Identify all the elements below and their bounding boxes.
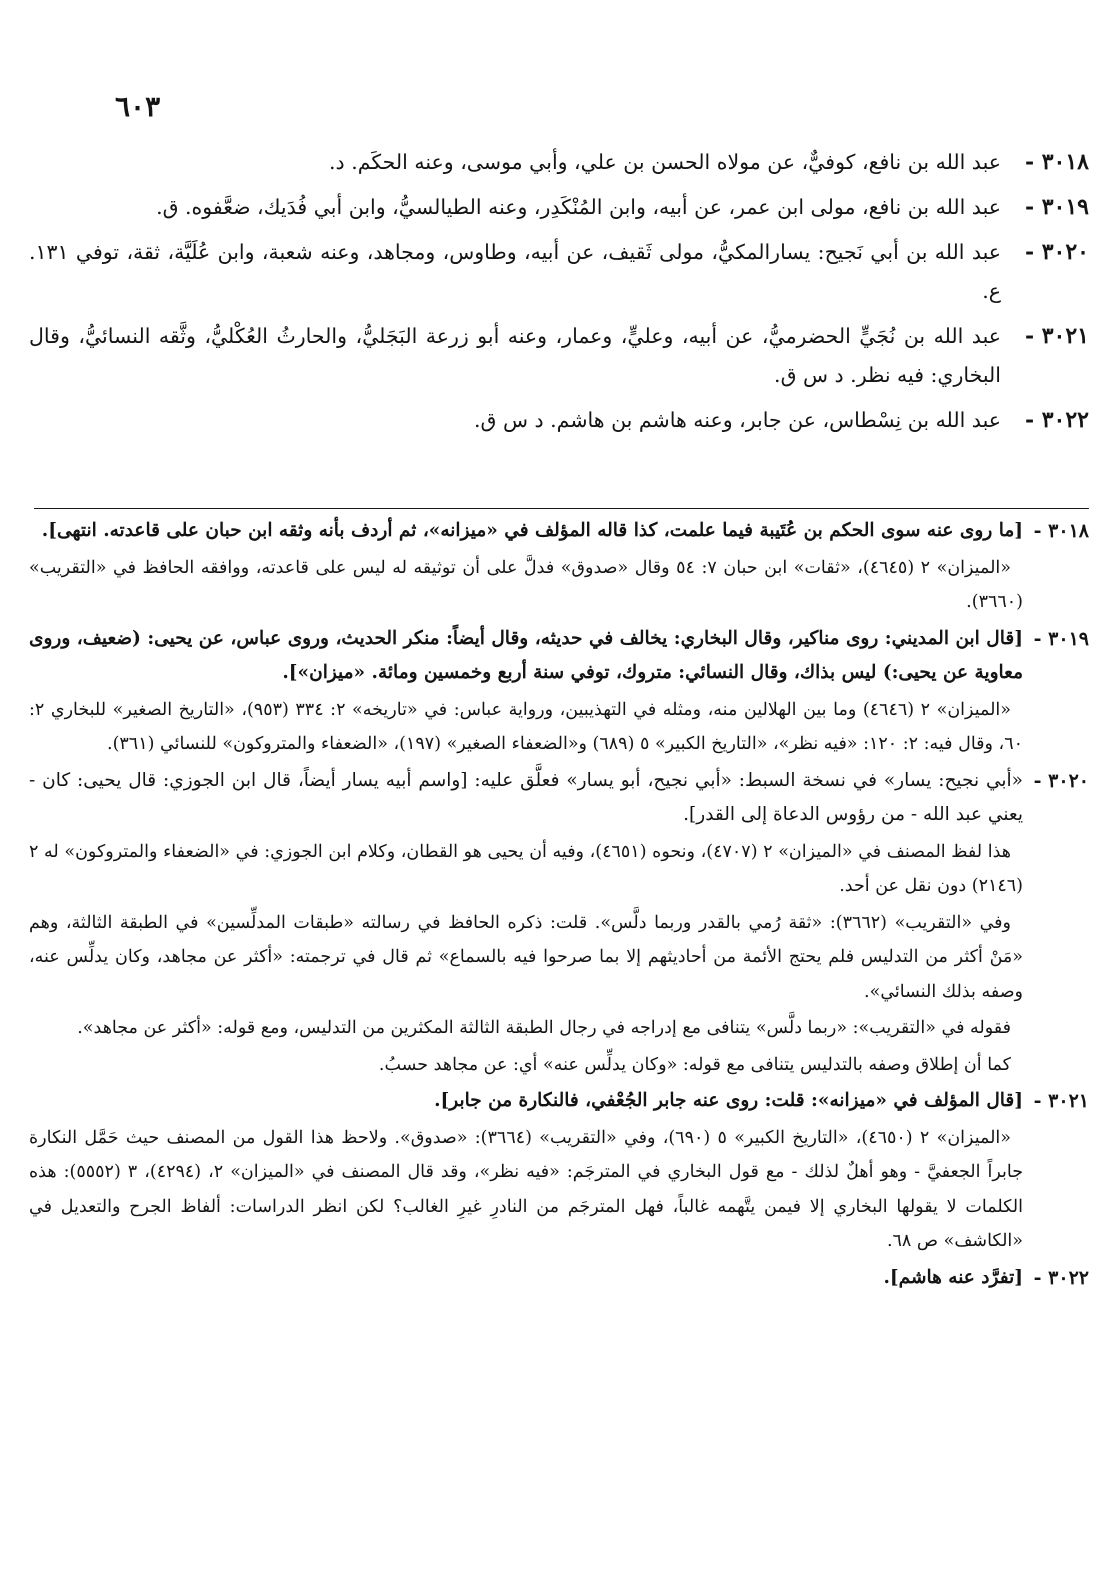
- note-paragraph: «الميزان» ٢ (٤٦٤٥)، «ثقات» ابن حبان ٧: ٥٤ وقال «صدوق» فدلَّ على أن توثيقه له ليس على قاعدته، ووافقه الحافظ في «التقريب» (٣٦٦٠).: [29, 557, 1023, 612]
- note-3020: [29, 764, 1089, 833]
- entry-text: عبد الله بن نُجَيٍّ الحضرميُّ، عن أبيه، وعليٍّ، وعمار، وعنه أبو زرعة البَجَليُّ، والحارثُ العُكْليُّ، وثَّقه النسائيُّ، وقال البخاري: فيه نظر. د س ق.: [29, 324, 1001, 387]
- note-text: [قال ابن المديني: روى مناكير، وقال البخاري: يخالف في حديثه، وقال أيضاً: منكر الحديث، وروى عباس، عن يحيى: (ضعيف، وروى معاوية عن يحيى:) ليس بذاك، وقال النسائي: متروك، توفي سنة أربع وخمسين ومائة. «ميزان»].: [29, 627, 1023, 683]
- entry-3022: [29, 401, 1089, 440]
- note-paragraph: فقوله في «التقريب»: «ربما دلَّس» يتنافى مع إدراجه في رجال الطبقة الثالثة المكثرين من التدليس، ومع قوله: «أكثر عن مجاهد».: [77, 1018, 1011, 1038]
- entry-number: ٣٠١٩ -: [1024, 194, 1089, 220]
- entry-number: ٣٠٢٠ -: [1024, 239, 1089, 265]
- note-number: ٣٠١٩ -: [1033, 627, 1089, 650]
- note-paragraph: وفي «التقريب» (٣٦٦٢): «ثقة رُمي بالقدر وربما دلَّس». قلت: ذكره الحافظ في رسالته «طبقات المدلِّسين» في الطبقة الثالثة، وهم «مَنْ أكثر من التدليس فلم يحتج الأئمة من أحاديثهم إلا بما صرحوا فيه بالسماع» ثم قال في ترجمته: «أكثر عن مجاهد، وكان يدلِّس عنه، وصفه بذلك النسائي».: [29, 912, 1023, 1002]
- main-text: [29, 143, 1089, 446]
- footnotes: [29, 514, 1089, 1297]
- note-text: [ما روى عنه سوى الحكم بن عُتَيبة فيما علمت، كذا قاله المؤلف في «ميزانه»، ثم أردف بأنه وثقه ابن حبان على قاعدته. انتهى].: [41, 520, 1023, 541]
- note-text: [تفرَّد عنه هاشم].: [883, 1266, 1023, 1288]
- note-number: ٣٠٢١ -: [1033, 1090, 1089, 1112]
- note-text: «أبي نجيح: يسار» في نسخة السبط: «أبي نجيح، أبو يسار» فعلَّق عليه: [واسم أبيه يسار أيضاً، قال ابن الجوزي: قال يحيى: كان - يعني عبد الله - من رؤوس الدعاة إلى القدر].: [29, 769, 1023, 825]
- footnote-divider: [34, 508, 1089, 509]
- note-3021: [29, 1084, 1089, 1119]
- entry-number: ٣٠٢١ -: [1024, 323, 1089, 349]
- note-3019: [29, 622, 1089, 691]
- note-number: ٣٠٢٢ -: [1033, 1266, 1089, 1289]
- entry-number: ٣٠٢٢ -: [1024, 407, 1089, 433]
- note-3018: [29, 514, 1089, 549]
- note-paragraph: «الميزان» ٢ (٤٦٤٦) وما بين الهلالين منه، ومثله في التهذيبين، ورواية عباس: في «تاريخه» ٢: ٣٣٤ (٩٥٣)، «التاريخ الصغير» للبخاري ٢: ٦٠، وقال فيه: ٢: ١٢٠: «فيه نظر»، «التاريخ الكبير» ٥ (٦٨٩) و«الضعفاء الصغير» (١٩٧)، «الضعفاء والمتروكون» للنسائي (٣٦١).: [29, 699, 1023, 754]
- note-text: [قال المؤلف في «ميزانه»: قلت: روى عنه جابر الجُعْفي، فالنكارة من جابر].: [434, 1090, 1023, 1111]
- entry-text: عبد الله بن أبي نَجيح: يسارالمكيُّ، مولى ثَقيف، عن أبيه، وطاوس، ومجاهد، وعنه شعبة، وابن عُلَيَّة، ثقة، توفي ١٣١. ع.: [29, 240, 1001, 303]
- entry-text: عبد الله بن نافع، مولى ابن عمر، عن أبيه، وابن المُنْكَدِر، وعنه الطيالسيُّ، وابن أبي فُدَيك، ضعَّفوه. ق.: [156, 195, 1001, 219]
- entry-3018: [29, 143, 1089, 182]
- note-3022: [29, 1261, 1089, 1296]
- entry-text: عبد الله بن نِسْطاس، عن جابر، وعنه هاشم بن هاشم. د س ق.: [474, 408, 1001, 432]
- note-paragraph: هذا لفظ المصنف في «الميزان» ٢ (٤٧٠٧)، ونحوه (٤٦٥١)، وفيه أن يحيى هو القطان، وكلام ابن الجوزي: في «الضعفاء والمتروكون» له ٢ (٢١٤٦) دون نقل عن أحد.: [29, 841, 1023, 896]
- entry-3020: [29, 233, 1089, 311]
- entry-number: ٣٠١٨ -: [1024, 149, 1089, 175]
- entry-3021: [29, 317, 1089, 395]
- entry-text: عبد الله بن نافع، كوفيٌّ، عن مولاه الحسن بن علي، وأبي موسى، وعنه الحكَم. د.: [329, 150, 1001, 174]
- note-paragraph: «الميزان» ٢ (٤٦٥٠)، «التاريخ الكبير» ٥ (٦٩٠)، وفي «التقريب» (٣٦٦٤): «صدوق». ولاحظ هذا القول من المصنف حيث حَمَّل النكارة جابراً الجعفيَّ - وهو أهلٌ لذلك - مع قول البخاري في المترجَم: «فيه نظر»، وقد قال المصنف في «الميزان» ٢، (٤٢٩٤)، ٣ (٥٥٥٢): هذه الكلمات لا يقولها البخاري إلا فيمن يتَّهمه غالباً، فهل المترجَم من النادرِ غيرِ الغالب؟ لكن انظر الدراسات: ألفاظ الجرح والتعديل في «الكاشف» ص ٦٨.: [29, 1127, 1024, 1251]
- entry-3019: [29, 188, 1089, 227]
- note-paragraph: كما أن إطلاق وصفه بالتدليس يتنافى مع قوله: «وكان يدلِّس عنه» أي: عن مجاهد حسبُ.: [378, 1054, 1011, 1075]
- note-number: ٣٠١٨ -: [1033, 520, 1089, 542]
- note-number: ٣٠٢٠ -: [1033, 769, 1089, 792]
- page-number: ٦٠٣: [115, 90, 161, 123]
